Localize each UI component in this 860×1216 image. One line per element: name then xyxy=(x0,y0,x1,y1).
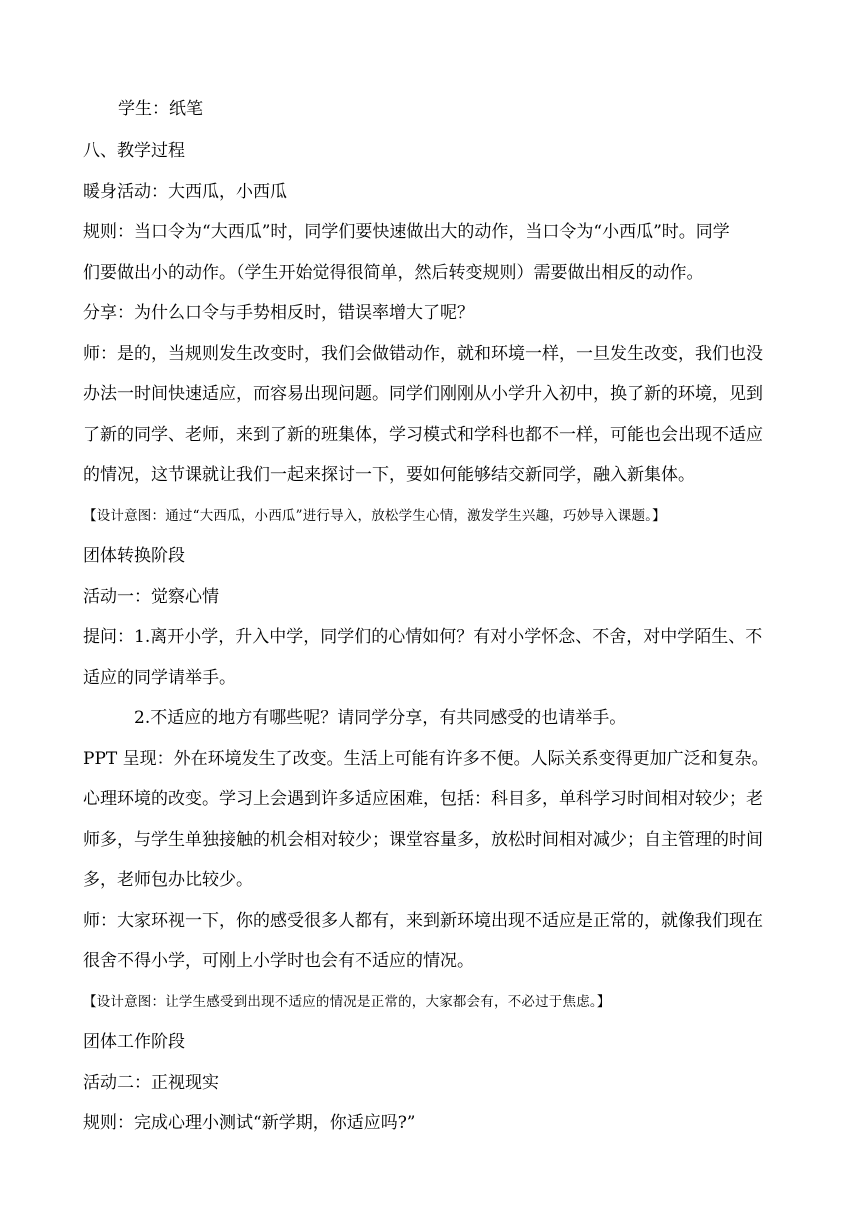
design-intent-note: 【设计意图：让学生感受到出现不适应的情况是正常的，大家都会有，不必过于焦虑。】 xyxy=(83,994,611,1010)
design-intent-note: 【设计意图：通过“大西瓜，小西瓜”进行导入，放松学生心情，激发学生兴趣，巧妙导入课题。】 xyxy=(83,508,666,524)
paragraph-line: 很舍不得小学，可刚上小学时也会有不适应的情况。 xyxy=(83,951,474,971)
section-heading: 八、教学过程 xyxy=(83,141,185,161)
paragraph-line: 分享：为什么口令与手势相反时，错误率增大了呢？ xyxy=(83,303,474,323)
paragraph-line: 规则：当口令为“大西瓜”时，同学们要快速做出大的动作，当口令为“小西瓜”时。同学 xyxy=(83,222,730,242)
paragraph-line: 适应的同学请举手。 xyxy=(83,668,236,688)
paragraph-line: 师：是的，当规则发生改变时，我们会做错动作，就和环境一样，一旦发生改变，我们也没 xyxy=(83,344,763,364)
paragraph-line: 们要做出小的动作。（学生开始觉得很简单，然后转变规则）需要做出相反的动作。 xyxy=(83,263,704,283)
paragraph-line: 心理环境的改变。学习上会遇到许多适应困难，包括：科目多，单科学习时间相对较少；老 xyxy=(83,789,763,809)
paragraph-line: 师多，与学生单独接触的机会相对较少；课堂容量多，放松时间相对减少；自主管理的时间 xyxy=(83,830,763,850)
paragraph-line: 2.不适应的地方有哪些呢？请同学分享，有共同感受的也请举手。 xyxy=(134,708,627,728)
section-heading: 团体转换阶段 xyxy=(83,546,185,566)
activity-heading: 活动一：觉察心情 xyxy=(83,587,219,607)
paragraph-line: 暖身活动：大西瓜，小西瓜 xyxy=(83,182,287,202)
paragraph-line: PPT 呈现：外在环境发生了改变。生活上可能有许多不便。人际关系变得更加广泛和复杂。 xyxy=(83,749,769,769)
paragraph-line: 的情况，这节课就让我们一起来探讨一下，要如何能够结交新同学，融入新集体。 xyxy=(83,465,695,485)
paragraph-line: 办法一时间快速适应，而容易出现问题。同学们刚刚从小学升入初中，换了新的环境，见到 xyxy=(83,384,763,404)
paragraph-line: 提问：1.离开小学，升入中学，同学们的心情如何？有对小学怀念、不舍，对中学陌生、不 xyxy=(83,627,763,647)
section-heading: 团体工作阶段 xyxy=(83,1032,185,1052)
paragraph-line: 学生：纸笔 xyxy=(118,99,203,119)
activity-heading: 活动二：正视现实 xyxy=(83,1073,219,1093)
paragraph-line: 师：大家环视一下，你的感受很多人都有，来到新环境出现不适应是正常的，就像我们现在 xyxy=(83,911,763,931)
paragraph-line: 规则：完成心理小测试“新学期，你适应吗?” xyxy=(83,1113,416,1133)
paragraph-line: 了新的同学、老师，来到了新的班集体，学习模式和学科也都不一样，可能也会出现不适应 xyxy=(83,425,763,445)
paragraph-line: 多，老师包办比较少。 xyxy=(83,870,253,890)
